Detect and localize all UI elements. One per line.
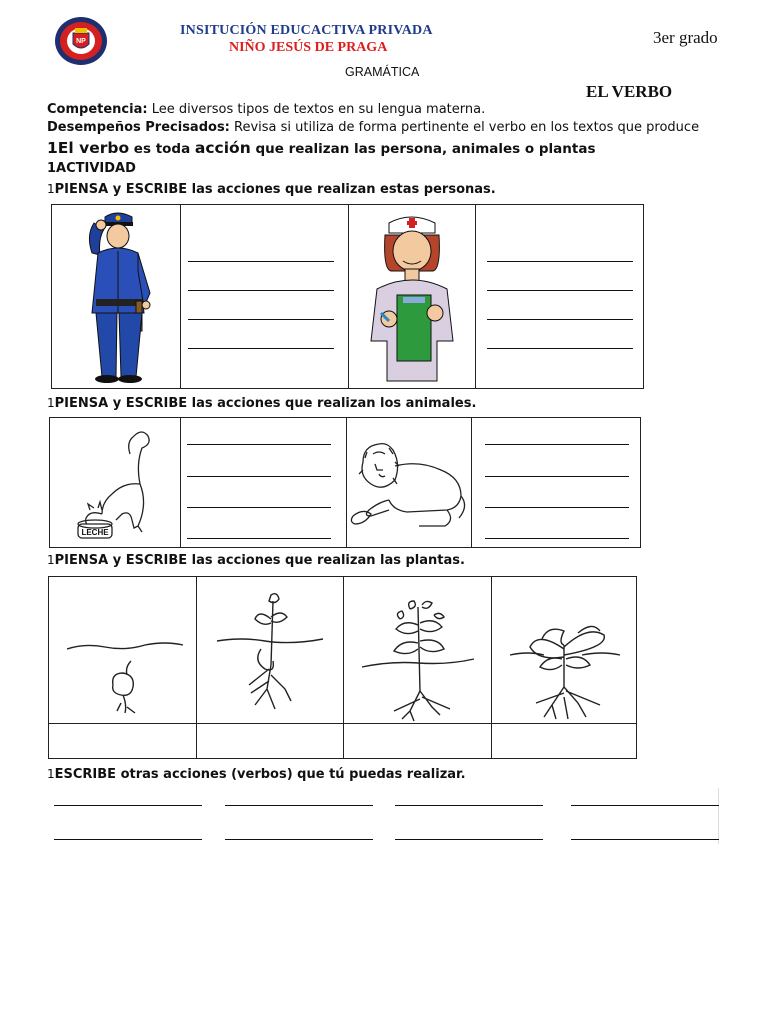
topic-title: EL VERBO	[586, 82, 673, 101]
right-edge-line	[718, 788, 719, 844]
police-answer-cell	[181, 205, 349, 388]
milk-label: LECHE	[81, 528, 109, 537]
instruction-plants	[47, 553, 465, 568]
cat-icon	[76, 424, 160, 542]
instruction-text: PIENSA y ESCRIBE las acciones que realizan las plantas.	[54, 553, 465, 568]
definition-number: 1	[47, 139, 58, 157]
instruction-number: 1	[47, 396, 55, 410]
subject-label: GRAMÁTICA	[345, 65, 420, 79]
flowering-plant-icon	[360, 599, 476, 723]
plants-answer-row	[49, 724, 636, 758]
activity-heading: 1ACTIVIDAD	[47, 161, 136, 176]
verb-answer-line[interactable]	[225, 839, 373, 840]
school-name-line2: NIÑO JESÚS DE PRAGA	[229, 40, 388, 55]
desempenos-text: Revisa si utiliza de forma pertinente el verbo en los textos que produce	[234, 120, 700, 135]
verb-answer-line[interactable]	[225, 805, 373, 806]
lion-icon	[349, 440, 471, 530]
lion-answer-cell	[472, 418, 640, 547]
nurse-answer-cell	[476, 205, 643, 388]
animals-table	[49, 417, 641, 548]
competencia-label: Competencia:	[47, 102, 148, 117]
answer-line[interactable]	[188, 348, 334, 349]
answer-line[interactable]	[487, 319, 633, 320]
answer-line[interactable]	[188, 261, 334, 262]
answer-line[interactable]	[485, 538, 629, 539]
grade-label: 3er grado	[653, 28, 718, 47]
verb-answer-line[interactable]	[395, 839, 543, 840]
definition-word-verb: El verbo	[57, 139, 130, 157]
cat-cell	[50, 418, 181, 547]
instruction-own-verbs	[47, 767, 466, 782]
logo-text: NP	[76, 38, 86, 45]
answer-line[interactable]	[188, 319, 334, 320]
police-officer-icon	[72, 209, 162, 385]
instruction-number: 1	[47, 553, 55, 567]
verb-answer-line[interactable]	[395, 805, 543, 806]
plant-answer-cell[interactable]	[197, 724, 344, 758]
answer-line[interactable]	[187, 476, 331, 477]
definition-end: que realizan las persona, animales o plantas	[250, 141, 596, 157]
grown-plant-icon	[508, 621, 622, 723]
police-cell	[52, 205, 181, 388]
answer-line[interactable]	[187, 507, 331, 508]
instruction-animals	[47, 396, 476, 411]
own-verbs-area	[50, 788, 722, 848]
plants-table	[48, 576, 637, 759]
instruction-number: 1	[47, 767, 55, 781]
seed-sprouting-icon	[65, 633, 185, 719]
plant-answer-cell[interactable]	[49, 724, 197, 758]
instruction-text: PIENSA y ESCRIBE las acciones que realizan estas personas.	[54, 182, 496, 197]
definition-word-action: acción	[194, 139, 251, 157]
verb-answer-line[interactable]	[54, 805, 202, 806]
competencia-line	[47, 102, 485, 117]
verb-answer-line[interactable]	[54, 839, 202, 840]
desempenos-label: Desempeños Precisados:	[47, 120, 230, 135]
verb-definition	[47, 139, 595, 157]
answer-line[interactable]	[487, 290, 633, 291]
answer-line[interactable]	[487, 348, 633, 349]
nurse-icon	[361, 209, 461, 385]
plant-answer-cell[interactable]	[492, 724, 636, 758]
answer-line[interactable]	[485, 507, 629, 508]
instruction-text: ESCRIBE otras acciones (verbos) que tú puedas realizar.	[54, 767, 466, 782]
answer-line[interactable]	[485, 476, 629, 477]
answer-line[interactable]	[487, 261, 633, 262]
lion-cell	[347, 418, 472, 547]
desempenos-line	[47, 120, 699, 135]
school-logo	[54, 16, 108, 66]
answer-line[interactable]	[187, 538, 331, 539]
cat-answer-cell	[181, 418, 347, 547]
verb-answer-line[interactable]	[571, 839, 719, 840]
young-plant-icon	[215, 589, 325, 721]
instruction-people	[47, 182, 496, 197]
nurse-cell	[349, 205, 476, 388]
plant-answer-cell[interactable]	[344, 724, 492, 758]
answer-line[interactable]	[187, 444, 331, 445]
instruction-number: 1	[47, 182, 55, 196]
school-name-line1: INSITUCIÓN EDUCACTIVA PRIVADA	[180, 23, 433, 38]
definition-mid: es toda	[129, 141, 195, 157]
answer-line[interactable]	[485, 444, 629, 445]
verb-answer-line[interactable]	[571, 805, 719, 806]
competencia-text: Lee diversos tipos de textos en su lengua materna.	[151, 102, 486, 117]
instruction-text: PIENSA y ESCRIBE las acciones que realizan los animales.	[54, 396, 477, 411]
people-table	[51, 204, 644, 389]
answer-line[interactable]	[188, 290, 334, 291]
